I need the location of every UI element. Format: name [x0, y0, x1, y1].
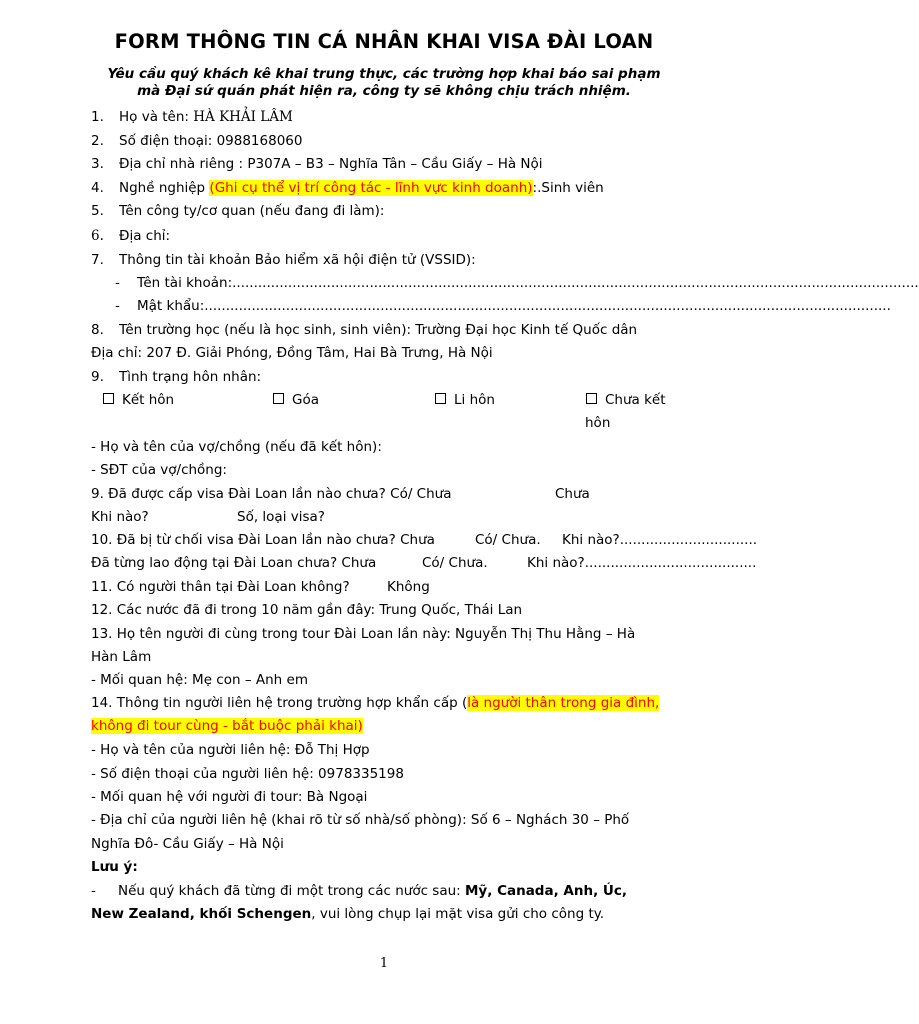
- contact-phone: - Số điện thoại của người liên hệ: 0978335198: [91, 766, 404, 782]
- emergency-highlight-1: là người thân trong gia đình,: [467, 695, 660, 711]
- note-line-1: - Nếu quý khách đã từng đi một trong các nước sau: Mỹ, Canada, Anh, Úc,: [91, 883, 627, 899]
- page-number: 1: [379, 956, 389, 971]
- vssid-password-line: - Mật khẩu:................................................................................................................................................................: [115, 298, 891, 314]
- note-label: Lưu ý:: [91, 859, 138, 875]
- password-dotted-line: ................................................................................................................................................................: [204, 298, 891, 314]
- note-line-2: New Zealand, khối Schengen, vui lòng chụp lại mặt visa gửi cho công ty.: [91, 906, 605, 922]
- marital-option-single[interactable]: Chưa kết: [586, 391, 666, 409]
- visa-answer: Chưa: [555, 486, 590, 502]
- item-home-address: 3. Địa chỉ nhà riêng : P307A – B3 – Nghĩa Tân – Cầu Giấy – Hà Nội: [91, 156, 543, 172]
- item-phone: 2. Số điện thoại: 0988168060: [91, 133, 303, 149]
- item-school: 8. Tên trường học (nếu là học sinh, sinh viên): Trường Đại học Kinh tế Quốc dân: [91, 322, 638, 338]
- marital-option-widowed[interactable]: Góa: [273, 391, 319, 409]
- companion-name: 13. Họ tên người đi cùng trong tour Đài Loan lần này: Nguyễn Thị Thu Hằng – Hà: [91, 626, 636, 642]
- labor-options: Có/ Chưa.: [422, 555, 488, 571]
- marital-option-single-cont: hôn: [585, 415, 611, 431]
- vssid-account-line: - Tên tài khoản:................................................................................................................................................................: [115, 275, 919, 291]
- checkbox-icon[interactable]: [435, 393, 446, 404]
- item-company: 5. Tên công ty/cơ quan (nếu đang đi làm):: [91, 203, 385, 219]
- companion-relationship: - Mối quan hệ: Mẹ con – Anh em: [91, 672, 308, 688]
- visa-question: 9. Đã được cấp visa Đài Loan lần nào chưa? Có/ Chưa: [91, 486, 452, 502]
- item-occupation: 4. Nghề nghiệp (Ghi cụ thể vị trí công tác - lĩnh vực kinh doanh):.Sinh viên: [91, 180, 604, 196]
- spouse-name: - Họ và tên của vợ/chồng (nếu đã kết hôn):: [91, 439, 382, 455]
- countries-visited: 12. Các nước đã đi trong 10 năm gần đây: Trung Quốc, Thái Lan: [91, 602, 523, 618]
- school-address: Địa chỉ: 207 Đ. Giải Phóng, Đồng Tâm, Hai Bà Trưng, Hà Nội: [91, 345, 493, 361]
- relatives-question: 11. Có người thân tại Đài Loan không?: [91, 579, 350, 595]
- refused-when: Khi nào?................................: [562, 532, 758, 548]
- refused-options: Có/ Chưa.: [475, 532, 541, 548]
- item-vssid: 7. Thông tin tài khoản Bảo hiểm xã hội điện tử (VSSID):: [91, 252, 476, 268]
- labor-question: Đã từng lao động tại Đài Loan chưa? Chưa: [91, 555, 377, 571]
- visa-number-type: Số, loại visa?: [237, 509, 325, 525]
- occupation-highlight: (Ghi cụ thể vị trí công tác - lĩnh vực kinh doanh): [209, 180, 533, 196]
- item-full-name: 1. Họ và tên: HÀ KHẢI LÂM: [91, 109, 293, 125]
- spouse-phone: - SĐT của vợ/chồng:: [91, 462, 227, 478]
- marital-option-married[interactable]: Kết hôn: [103, 391, 174, 409]
- refused-question: 10. Đã bị từ chối visa Đài Loan lần nào chưa? Chưa: [91, 532, 435, 548]
- contact-relationship: - Mối quan hệ với người đi tour: Bà Ngoại: [91, 789, 368, 805]
- account-dotted-line: ................................................................................................................................................................: [232, 275, 919, 291]
- form-title: FORM THÔNG TIN CÁ NHÂN KHAI VISA ĐÀI LOAN: [114, 30, 654, 53]
- emergency-contact: 14. Thông tin người liên hệ trong trường hợp khẩn cấp (là người thân trong gia đình,: [91, 695, 660, 711]
- contact-address-cont: Nghĩa Đô- Cầu Giấy – Hà Nội: [91, 836, 284, 852]
- item-company-address: 6. Địa chỉ:: [91, 228, 171, 244]
- form-subtitle: [0, 66, 768, 100]
- full-name-value: HÀ KHẢI LÂM: [193, 109, 293, 125]
- checkbox-icon[interactable]: [103, 393, 114, 404]
- visa-when: Khi nào?: [91, 509, 149, 525]
- marital-option-divorced[interactable]: Li hôn: [435, 391, 495, 409]
- emergency-contact-cont: [91, 717, 363, 735]
- checkbox-icon[interactable]: [273, 393, 284, 404]
- companion-name-cont: Hàn Lâm: [91, 649, 152, 665]
- subtitle-line-2: mà Đại sứ quán phát hiện ra, công ty sẽ không chịu trách nhiệm.: [137, 83, 631, 99]
- labor-when: Khi nào?........................................: [527, 555, 757, 571]
- contact-address: - Địa chỉ của người liên hệ (khai rõ từ số nhà/số phòng): Số 6 – Nghách 30 – Phố: [91, 812, 630, 828]
- item-marital-status: 9. Tình trạng hôn nhân:: [91, 369, 262, 385]
- emergency-highlight-2: không đi tour cùng - bắt buộc phải khai): [91, 718, 363, 734]
- contact-name: - Họ và tên của người liên hệ: Đỗ Thị Hợp: [91, 742, 370, 758]
- subtitle-line-1: Yêu cầu quý khách kê khai trung thực, các trường hợp khai báo sai phạm: [107, 66, 661, 82]
- checkbox-icon[interactable]: [586, 393, 597, 404]
- relatives-answer: Không: [387, 579, 430, 595]
